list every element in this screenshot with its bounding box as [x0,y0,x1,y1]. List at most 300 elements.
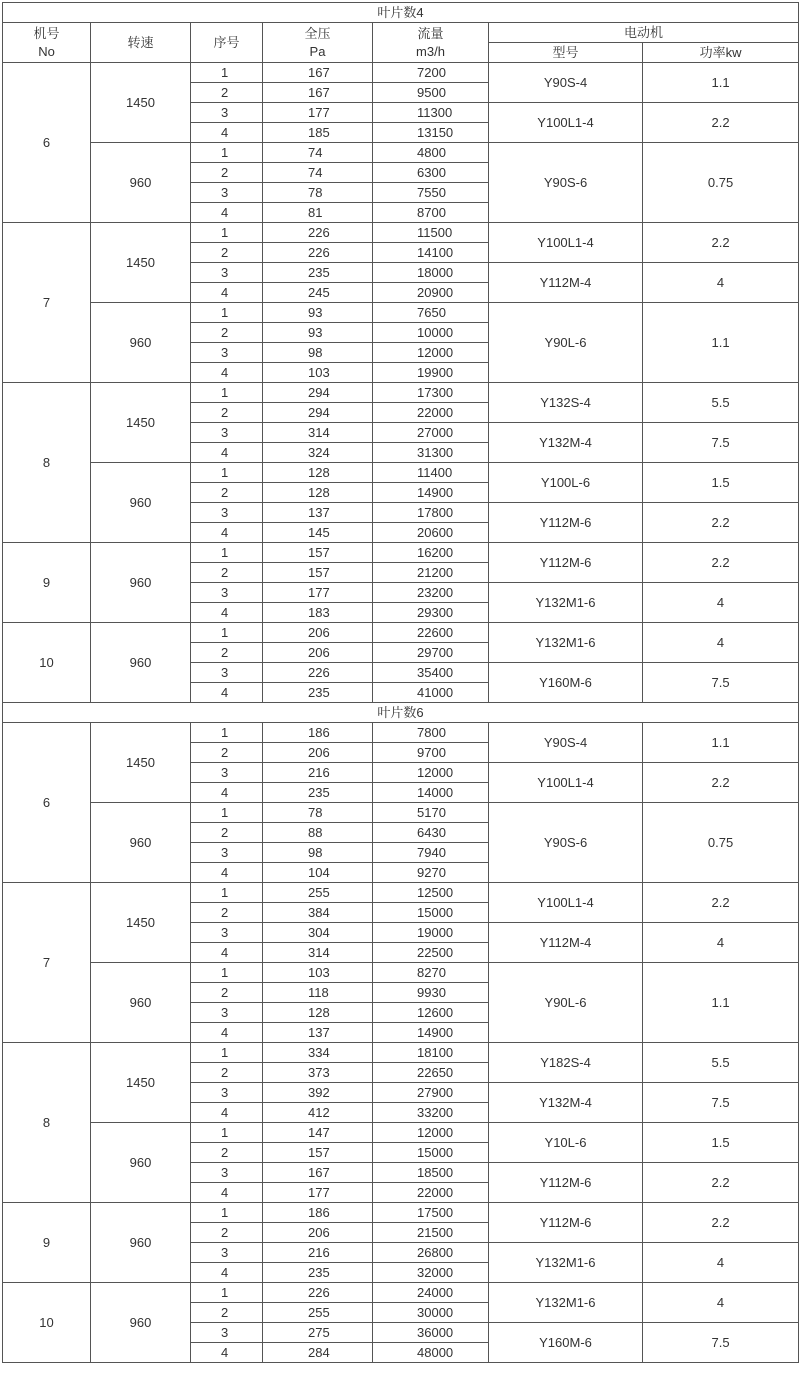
motor-model-cell: Y100L-6 [489,463,643,503]
motor-model-cell: Y90L-6 [489,303,643,383]
header-machine-no-sub: No [38,43,55,59]
flow-cell: 12000 [373,1123,489,1143]
speed-cell: 960 [91,803,191,883]
seq-cell: 2 [191,983,263,1003]
motor-model-cell: Y100L1-4 [489,103,643,143]
section-title-row [3,3,799,23]
seq-cell: 3 [191,923,263,943]
pressure-cell: 314 [263,423,373,443]
motor-power-cell: 5.5 [643,1043,799,1083]
flow-cell: 6430 [373,823,489,843]
pressure-cell: 384 [263,903,373,923]
pressure-cell: 226 [263,243,373,263]
motor-power-cell: 2.2 [643,1203,799,1243]
pressure-cell: 118 [263,983,373,1003]
flow-cell: 17300 [373,383,489,403]
motor-power-cell: 1.1 [643,303,799,383]
flow-cell: 35400 [373,663,489,683]
table-body [3,63,799,1363]
table-row [3,1043,799,1063]
header-flow-unit: m3/h [416,43,445,59]
header-machine-no [3,23,91,63]
seq-cell: 2 [191,483,263,503]
pressure-cell: 245 [263,283,373,303]
pressure-cell: 183 [263,603,373,623]
pressure-cell: 128 [263,483,373,503]
flow-cell: 7200 [373,63,489,83]
machine-no-cell: 9 [3,1203,91,1283]
pressure-cell: 284 [263,1343,373,1363]
speed-cell: 960 [91,623,191,703]
speed-cell: 1450 [91,1043,191,1123]
motor-model-cell: Y112M-6 [489,503,643,543]
header-pressure-unit: Pa [309,43,326,59]
header-motor-power: 功率kw [643,43,799,63]
flow-cell: 14900 [373,483,489,503]
flow-cell: 20600 [373,523,489,543]
motor-power-cell: 4 [643,1243,799,1283]
seq-cell: 1 [191,1203,263,1223]
pressure-cell: 226 [263,663,373,683]
motor-power-cell: 2.2 [643,1163,799,1203]
motor-model-cell: Y112M-6 [489,1163,643,1203]
seq-cell: 4 [191,123,263,143]
pressure-cell: 216 [263,763,373,783]
pressure-cell: 334 [263,1043,373,1063]
motor-power-cell: 7.5 [643,1083,799,1123]
flow-cell: 15000 [373,1143,489,1163]
pressure-cell: 128 [263,1003,373,1023]
pressure-cell: 216 [263,1243,373,1263]
seq-cell: 2 [191,83,263,103]
motor-model-cell: Y132M-4 [489,423,643,463]
flow-cell: 19900 [373,363,489,383]
pressure-cell: 186 [263,1203,373,1223]
seq-cell: 1 [191,223,263,243]
table-row [3,803,799,823]
flow-cell: 30000 [373,1303,489,1323]
flow-cell: 12000 [373,343,489,363]
seq-cell: 3 [191,263,263,283]
motor-model-cell: Y132M-4 [489,1083,643,1123]
seq-cell: 2 [191,823,263,843]
seq-cell: 4 [191,363,263,383]
speed-cell: 1450 [91,723,191,803]
flow-cell: 10000 [373,323,489,343]
pressure-cell: 412 [263,1103,373,1123]
pressure-cell: 392 [263,1083,373,1103]
flow-cell: 31300 [373,443,489,463]
seq-cell: 2 [191,1143,263,1163]
pressure-cell: 206 [263,743,373,763]
seq-cell: 1 [191,463,263,483]
flow-cell: 17500 [373,1203,489,1223]
pressure-cell: 78 [263,803,373,823]
motor-power-cell: 2.2 [643,503,799,543]
machine-no-cell: 8 [3,383,91,543]
flow-cell: 29300 [373,603,489,623]
seq-cell: 1 [191,1043,263,1063]
motor-power-cell: 1.1 [643,963,799,1043]
pressure-cell: 167 [263,1163,373,1183]
seq-cell: 2 [191,323,263,343]
flow-cell: 21200 [373,563,489,583]
pressure-cell: 314 [263,943,373,963]
pressure-cell: 226 [263,223,373,243]
pressure-cell: 255 [263,883,373,903]
pressure-cell: 294 [263,403,373,423]
motor-power-cell: 5.5 [643,383,799,423]
pressure-cell: 255 [263,1303,373,1323]
motor-model-cell: Y182S-4 [489,1043,643,1083]
motor-power-cell: 2.2 [643,763,799,803]
speed-cell: 960 [91,463,191,543]
pressure-cell: 177 [263,583,373,603]
header-motor: 电动机 [489,23,799,43]
flow-cell: 14100 [373,243,489,263]
flow-cell: 26800 [373,1243,489,1263]
motor-power-cell: 7.5 [643,663,799,703]
table-row [3,883,799,903]
speed-cell: 960 [91,543,191,623]
flow-cell: 19000 [373,923,489,943]
motor-power-cell: 4 [643,923,799,963]
speed-cell: 960 [91,143,191,223]
motor-model-cell: Y10L-6 [489,1123,643,1163]
seq-cell: 2 [191,1303,263,1323]
flow-cell: 33200 [373,1103,489,1123]
motor-model-cell: Y90S-6 [489,803,643,883]
motor-model-cell: Y132M1-6 [489,1243,643,1283]
pressure-cell: 235 [263,263,373,283]
seq-cell: 2 [191,403,263,423]
seq-cell: 3 [191,1323,263,1343]
seq-cell: 1 [191,623,263,643]
seq-cell: 3 [191,343,263,363]
flow-cell: 12600 [373,1003,489,1023]
pressure-cell: 157 [263,543,373,563]
machine-no-cell: 10 [3,623,91,703]
speed-cell: 960 [91,1283,191,1363]
flow-cell: 18000 [373,263,489,283]
seq-cell: 4 [191,523,263,543]
pressure-cell: 235 [263,1263,373,1283]
machine-no-cell: 7 [3,223,91,383]
header-seq: 序号 [191,23,263,63]
seq-cell: 2 [191,1063,263,1083]
fan-spec-table [2,2,799,1363]
seq-cell: 2 [191,903,263,923]
pressure-cell: 177 [263,1183,373,1203]
header-machine-no-label: 机号 [33,25,60,41]
flow-cell: 27000 [373,423,489,443]
motor-power-cell: 2.2 [643,223,799,263]
flow-cell: 36000 [373,1323,489,1343]
pressure-cell: 185 [263,123,373,143]
motor-model-cell: Y112M-6 [489,543,643,583]
seq-cell: 4 [191,683,263,703]
speed-cell: 960 [91,1123,191,1203]
seq-cell: 1 [191,303,263,323]
motor-power-cell: 4 [643,1283,799,1323]
motor-model-cell: Y90S-6 [489,143,643,223]
motor-model-cell: Y132M1-6 [489,1283,643,1323]
table-row [3,623,799,643]
pressure-cell: 226 [263,1283,373,1303]
motor-model-cell: Y100L1-4 [489,883,643,923]
seq-cell: 1 [191,383,263,403]
motor-model-cell: Y90L-6 [489,963,643,1043]
seq-cell: 2 [191,743,263,763]
pressure-cell: 137 [263,503,373,523]
seq-cell: 4 [191,1023,263,1043]
seq-cell: 3 [191,1243,263,1263]
pressure-cell: 157 [263,563,373,583]
pressure-cell: 147 [263,1123,373,1143]
seq-cell: 3 [191,503,263,523]
motor-model-cell: Y112M-4 [489,263,643,303]
seq-cell: 1 [191,963,263,983]
table-row [3,63,799,83]
machine-no-cell: 10 [3,1283,91,1363]
section-title: 叶片数6 [3,703,799,723]
motor-power-cell: 4 [643,583,799,623]
flow-cell: 32000 [373,1263,489,1283]
motor-model-cell: Y90S-4 [489,63,643,103]
seq-cell: 4 [191,283,263,303]
motor-power-cell: 2.2 [643,883,799,923]
flow-cell: 22500 [373,943,489,963]
header-motor-model: 型号 [489,43,643,63]
header-flow [373,23,489,63]
seq-cell: 4 [191,1343,263,1363]
flow-cell: 22000 [373,403,489,423]
seq-cell: 4 [191,603,263,623]
motor-power-cell: 2.2 [643,543,799,583]
table-row [3,963,799,983]
flow-cell: 13150 [373,123,489,143]
flow-cell: 15000 [373,903,489,923]
table-row [3,543,799,563]
header-row-1 [3,23,799,43]
flow-cell: 17800 [373,503,489,523]
pressure-cell: 98 [263,843,373,863]
table-row [3,223,799,243]
machine-no-cell: 8 [3,1043,91,1203]
seq-cell: 4 [191,783,263,803]
pressure-cell: 275 [263,1323,373,1343]
pressure-cell: 235 [263,783,373,803]
machine-no-cell: 7 [3,883,91,1043]
motor-power-cell: 0.75 [643,803,799,883]
flow-cell: 9500 [373,83,489,103]
table-row [3,383,799,403]
seq-cell: 4 [191,1183,263,1203]
seq-cell: 1 [191,723,263,743]
motor-power-cell: 1.5 [643,1123,799,1163]
motor-power-cell: 0.75 [643,143,799,223]
table-row [3,143,799,163]
table-row [3,723,799,743]
pressure-cell: 81 [263,203,373,223]
seq-cell: 1 [191,543,263,563]
header-flow-label: 流量 [417,25,444,41]
seq-cell: 3 [191,663,263,683]
flow-cell: 22600 [373,623,489,643]
seq-cell: 4 [191,943,263,963]
flow-cell: 18100 [373,1043,489,1063]
table-row [3,1123,799,1143]
header-pressure-label: 全压 [304,25,331,41]
pressure-cell: 235 [263,683,373,703]
flow-cell: 5170 [373,803,489,823]
pressure-cell: 74 [263,163,373,183]
seq-cell: 4 [191,1103,263,1123]
flow-cell: 9930 [373,983,489,1003]
seq-cell: 1 [191,143,263,163]
motor-model-cell: Y100L1-4 [489,223,643,263]
flow-cell: 8700 [373,203,489,223]
flow-cell: 12000 [373,763,489,783]
flow-cell: 27900 [373,1083,489,1103]
flow-cell: 23200 [373,583,489,603]
flow-cell: 11400 [373,463,489,483]
motor-power-cell: 4 [643,263,799,303]
pressure-cell: 177 [263,103,373,123]
speed-cell: 1450 [91,223,191,303]
seq-cell: 3 [191,583,263,603]
pressure-cell: 88 [263,823,373,843]
seq-cell: 1 [191,883,263,903]
pressure-cell: 74 [263,143,373,163]
header-speed: 转速 [91,23,191,63]
pressure-cell: 186 [263,723,373,743]
pressure-cell: 206 [263,643,373,663]
pressure-cell: 98 [263,343,373,363]
flow-cell: 22650 [373,1063,489,1083]
motor-model-cell: Y132S-4 [489,383,643,423]
seq-cell: 2 [191,243,263,263]
flow-cell: 7550 [373,183,489,203]
pressure-cell: 103 [263,363,373,383]
seq-cell: 3 [191,763,263,783]
flow-cell: 9700 [373,743,489,763]
pressure-cell: 167 [263,83,373,103]
header-pressure [263,23,373,63]
speed-cell: 1450 [91,883,191,963]
section-title-row [3,703,799,723]
pressure-cell: 157 [263,1143,373,1163]
machine-no-cell: 6 [3,63,91,223]
pressure-cell: 78 [263,183,373,203]
speed-cell: 960 [91,303,191,383]
motor-power-cell: 4 [643,623,799,663]
seq-cell: 3 [191,843,263,863]
pressure-cell: 93 [263,303,373,323]
flow-cell: 6300 [373,163,489,183]
flow-cell: 9270 [373,863,489,883]
flow-cell: 48000 [373,1343,489,1363]
table-row [3,1283,799,1303]
flow-cell: 18500 [373,1163,489,1183]
pressure-cell: 304 [263,923,373,943]
pressure-cell: 167 [263,63,373,83]
pressure-cell: 104 [263,863,373,883]
speed-cell: 960 [91,1203,191,1283]
section-title-blades-4: 叶片数4 [3,3,799,23]
pressure-cell: 373 [263,1063,373,1083]
seq-cell: 3 [191,1163,263,1183]
flow-cell: 41000 [373,683,489,703]
seq-cell: 1 [191,1123,263,1143]
pressure-cell: 145 [263,523,373,543]
pressure-cell: 294 [263,383,373,403]
seq-cell: 1 [191,803,263,823]
seq-cell: 4 [191,203,263,223]
motor-power-cell: 2.2 [643,103,799,143]
motor-power-cell: 1.1 [643,63,799,103]
flow-cell: 7800 [373,723,489,743]
seq-cell: 3 [191,1083,263,1103]
flow-cell: 4800 [373,143,489,163]
machine-no-cell: 9 [3,543,91,623]
flow-cell: 11300 [373,103,489,123]
flow-cell: 14000 [373,783,489,803]
motor-model-cell: Y132M1-6 [489,623,643,663]
seq-cell: 4 [191,443,263,463]
seq-cell: 2 [191,643,263,663]
table-row [3,463,799,483]
seq-cell: 1 [191,63,263,83]
flow-cell: 29700 [373,643,489,663]
table-row [3,1203,799,1223]
flow-cell: 12500 [373,883,489,903]
pressure-cell: 206 [263,623,373,643]
speed-cell: 960 [91,963,191,1043]
motor-power-cell: 1.5 [643,463,799,503]
flow-cell: 24000 [373,1283,489,1303]
motor-model-cell: Y132M1-6 [489,583,643,623]
seq-cell: 3 [191,423,263,443]
seq-cell: 3 [191,103,263,123]
pressure-cell: 137 [263,1023,373,1043]
pressure-cell: 206 [263,1223,373,1243]
motor-power-cell: 1.1 [643,723,799,763]
pressure-cell: 128 [263,463,373,483]
motor-model-cell: Y160M-6 [489,1323,643,1363]
motor-model-cell: Y112M-4 [489,923,643,963]
pressure-cell: 103 [263,963,373,983]
motor-model-cell: Y112M-6 [489,1203,643,1243]
flow-cell: 16200 [373,543,489,563]
flow-cell: 8270 [373,963,489,983]
pressure-cell: 93 [263,323,373,343]
motor-model-cell: Y160M-6 [489,663,643,703]
seq-cell: 4 [191,863,263,883]
flow-cell: 20900 [373,283,489,303]
machine-no-cell: 6 [3,723,91,883]
speed-cell: 1450 [91,383,191,463]
motor-power-cell: 7.5 [643,423,799,463]
flow-cell: 14900 [373,1023,489,1043]
pressure-cell: 324 [263,443,373,463]
table-row [3,303,799,323]
motor-model-cell: Y100L1-4 [489,763,643,803]
flow-cell: 22000 [373,1183,489,1203]
seq-cell: 3 [191,183,263,203]
seq-cell: 4 [191,1263,263,1283]
seq-cell: 2 [191,563,263,583]
